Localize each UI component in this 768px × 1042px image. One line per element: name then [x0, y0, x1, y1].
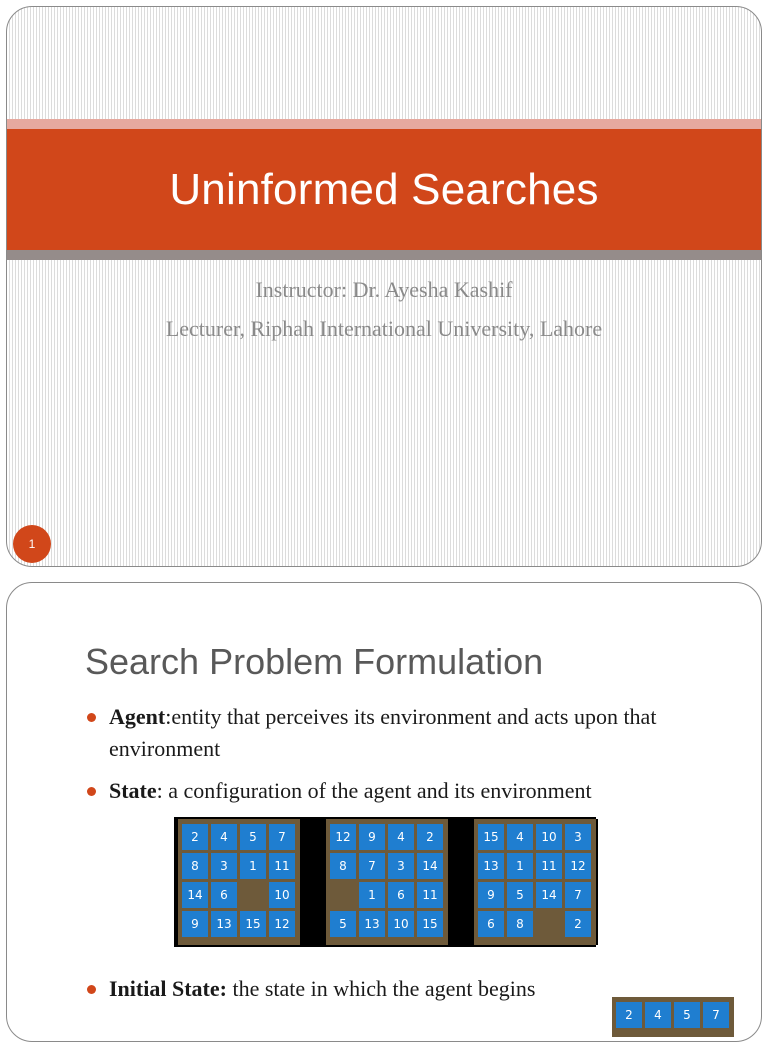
bullet-dot-icon — [87, 713, 96, 722]
puzzle-blank-tile — [536, 911, 562, 937]
bullet-agent: Agent:entity that perceives its environment and acts upon that environment — [87, 701, 717, 765]
puzzle-tile: 11 — [417, 882, 443, 908]
puzzle-blank-tile — [330, 882, 356, 908]
bullet-state: State: a configuration of the agent and its environment — [87, 775, 717, 807]
title-slide — [6, 6, 762, 567]
initial-state-puzzle — [612, 997, 734, 1037]
puzzle-tile: 3 — [565, 824, 591, 850]
puzzle-tile: 9 — [182, 911, 208, 937]
puzzle-tile: 4 — [388, 824, 414, 850]
puzzle-tile: 10 — [536, 824, 562, 850]
puzzle-tile: 5 — [330, 911, 356, 937]
affiliation-line: Lecturer, Riphah International University, Lahore — [165, 316, 603, 341]
title-band-top — [7, 119, 761, 129]
puzzle-tile: 2 — [565, 911, 591, 937]
bullet-term: State — [109, 778, 157, 803]
puzzle-tile: 14 — [417, 853, 443, 879]
bullet-dot-icon — [87, 787, 96, 796]
bullet-definition: entity that perceives its environment and acts upon that environment — [109, 704, 657, 761]
puzzle-tile: 11 — [536, 853, 562, 879]
puzzle-tile: 5 — [674, 1002, 700, 1028]
puzzle-tile: 7 — [269, 824, 295, 850]
puzzle-tile: 9 — [359, 824, 385, 850]
puzzle-tile: 10 — [269, 882, 295, 908]
puzzle-board-2 — [324, 819, 450, 945]
puzzle-tile: 7 — [565, 882, 591, 908]
puzzle-tile: 9 — [478, 882, 504, 908]
puzzle-tile: 10 — [388, 911, 414, 937]
instructor-line: Instructor: Dr. Ayesha Kashif — [255, 277, 513, 302]
puzzle-tile: 4 — [211, 824, 237, 850]
bullet-definition: a configuration of the agent and its environment — [162, 778, 592, 803]
puzzle-tile: 6 — [478, 911, 504, 937]
puzzle-tile: 7 — [703, 1002, 729, 1028]
puzzle-tile: 6 — [388, 882, 414, 908]
puzzle-tile: 8 — [182, 853, 208, 879]
bullet-term: Initial State: — [109, 976, 227, 1001]
puzzle-tile: 15 — [478, 824, 504, 850]
slide-number-badge: 1 — [13, 525, 51, 563]
puzzle-blank-tile — [240, 882, 266, 908]
puzzle-tile: 13 — [359, 911, 385, 937]
puzzle-tile: 1 — [507, 853, 533, 879]
puzzle-tile: 5 — [240, 824, 266, 850]
slide-title: Uninformed Searches — [169, 164, 599, 214]
puzzle-tile: 12 — [269, 911, 295, 937]
puzzle-tile: 6 — [211, 882, 237, 908]
puzzle-tile: 14 — [536, 882, 562, 908]
title-band-bottom — [7, 250, 761, 260]
puzzle-tile: 12 — [565, 853, 591, 879]
puzzle-tile: 15 — [240, 911, 266, 937]
puzzle-tile: 8 — [330, 853, 356, 879]
title-band — [7, 129, 761, 250]
puzzle-tile: 2 — [182, 824, 208, 850]
puzzle-tile: 4 — [507, 824, 533, 850]
puzzle-tile: 5 — [507, 882, 533, 908]
puzzle-tile: 1 — [359, 882, 385, 908]
puzzle-board-1 — [176, 819, 302, 945]
puzzle-tile: 3 — [388, 853, 414, 879]
puzzle-tile: 4 — [645, 1002, 671, 1028]
puzzle-board-3 — [472, 819, 598, 945]
puzzle-tile: 1 — [240, 853, 266, 879]
puzzle-tile: 15 — [417, 911, 443, 937]
puzzle-tile: 14 — [182, 882, 208, 908]
puzzle-tile: 2 — [616, 1002, 642, 1028]
puzzle-figure — [174, 817, 596, 947]
puzzle-tile: 2 — [417, 824, 443, 850]
puzzle-tile: 13 — [211, 911, 237, 937]
content-slide — [6, 582, 762, 1042]
puzzle-tile: 11 — [269, 853, 295, 879]
slide-heading: Search Problem Formulation — [85, 641, 544, 682]
puzzle-tile: 7 — [359, 853, 385, 879]
bullet-definition: the state in which the agent begins — [226, 976, 536, 1001]
puzzle-tile: 13 — [478, 853, 504, 879]
puzzle-tile: 8 — [507, 911, 533, 937]
bullet-term: Agent — [109, 704, 166, 729]
bullet-dot-icon — [87, 985, 96, 994]
puzzle-tile: 12 — [330, 824, 356, 850]
puzzle-tile: 3 — [211, 853, 237, 879]
